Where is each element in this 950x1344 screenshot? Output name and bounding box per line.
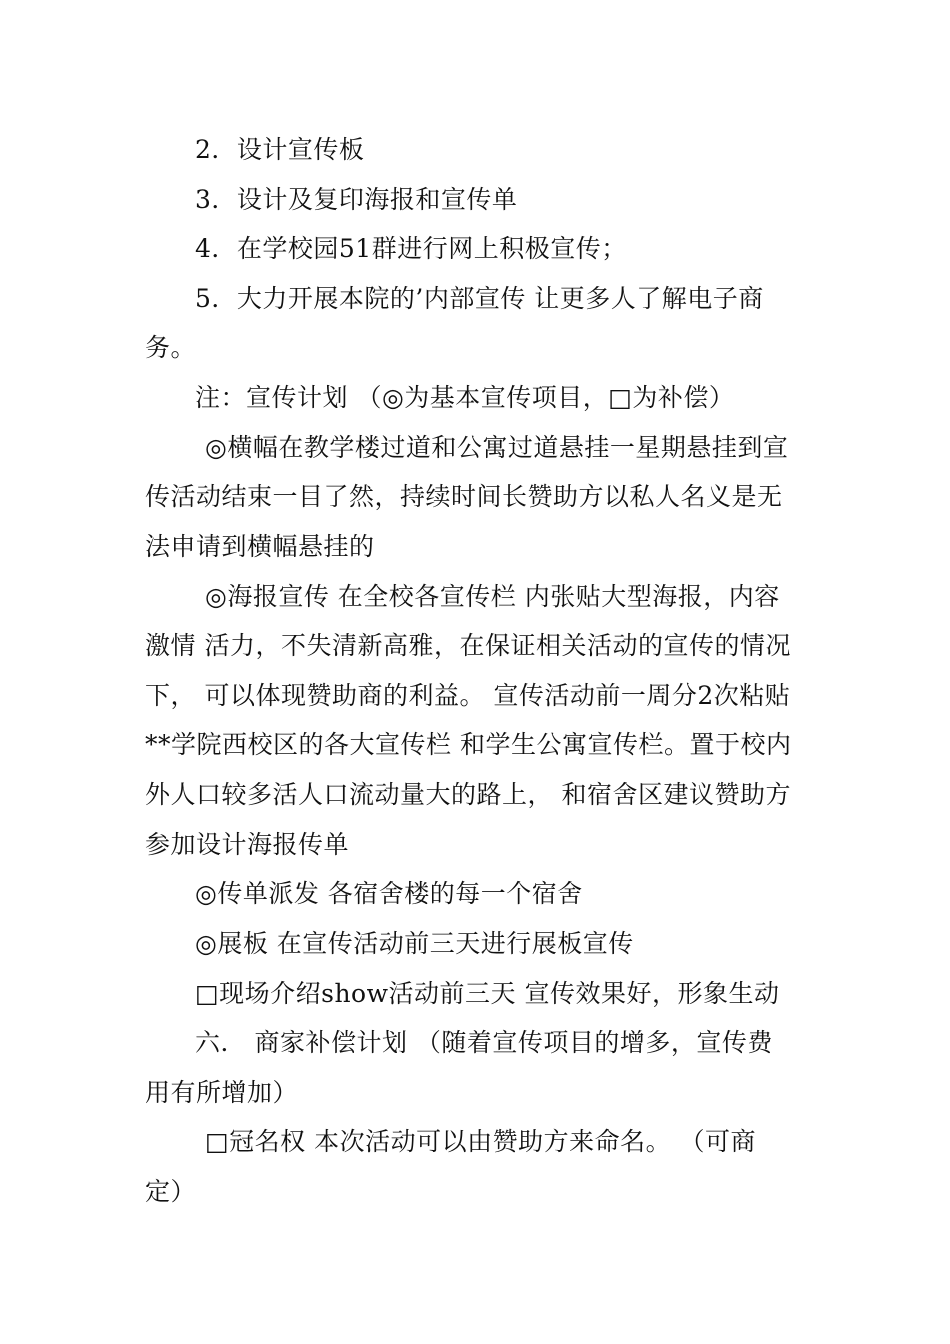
banner-paragraph-line: ◎横幅在教学楼过道和公寓过道悬挂一星期悬挂到宣 — [205, 433, 789, 462]
poster-paragraph-line: 下， 可以体现赞助商的利益。 宣传活动前一周分2次粘贴 — [145, 681, 791, 710]
poster-paragraph-line: ◎海报宣传 在全校各宣传栏 内张贴大型海报，内容 — [205, 582, 780, 611]
poster-paragraph-line: 参加设计海报传单 — [145, 830, 350, 859]
naming-rights-line: 定） — [145, 1177, 197, 1206]
list-item-4: 4．在学校园51群进行网上积极宣传； — [195, 234, 627, 263]
naming-rights-line: □冠名权 本次活动可以由赞助方来命名。 （可商 — [205, 1127, 757, 1156]
display-board-line: ◎展板 在宣传活动前三天进行展板宣传 — [195, 929, 634, 958]
poster-paragraph-line: 激情 活力，不失清新高雅，在保证相关活动的宣传的情况 — [145, 631, 791, 660]
list-item-2: 2．设计宣传板 — [195, 135, 365, 164]
onsite-intro-line: □现场介绍show活动前三天 宣传效果好，形象生动 — [195, 979, 780, 1008]
poster-paragraph-line: **学院西校区的各大宣传栏 和学生公寓宣传栏。置于校内 — [145, 730, 792, 759]
list-item-5-continued: 务。 — [145, 333, 197, 362]
list-item-5: 5．大力开展本院的’内部宣传 让更多人了解电子商 — [195, 284, 764, 313]
section-heading-line: 六． 商家补偿计划 （随着宣传项目的增多，宣传费 — [195, 1028, 773, 1057]
poster-paragraph-line: 外人口较多活人口流动量大的路上， 和宿舍区建议赞助方 — [145, 780, 791, 809]
banner-paragraph-line: 传活动结束一目了然，持续时间长赞助方以私人名义是无 — [145, 482, 783, 511]
list-item-3: 3．设计及复印海报和宣传单 — [195, 185, 518, 214]
note-line: 注：宣传计划 （◎为基本宣传项目，□为补偿） — [195, 383, 735, 412]
section-heading-line: 用有所增加） — [145, 1078, 299, 1107]
flyer-line: ◎传单派发 各宿舍楼的每一个宿舍 — [195, 879, 583, 908]
banner-paragraph-line: 法申请到横幅悬挂的 — [145, 532, 375, 561]
